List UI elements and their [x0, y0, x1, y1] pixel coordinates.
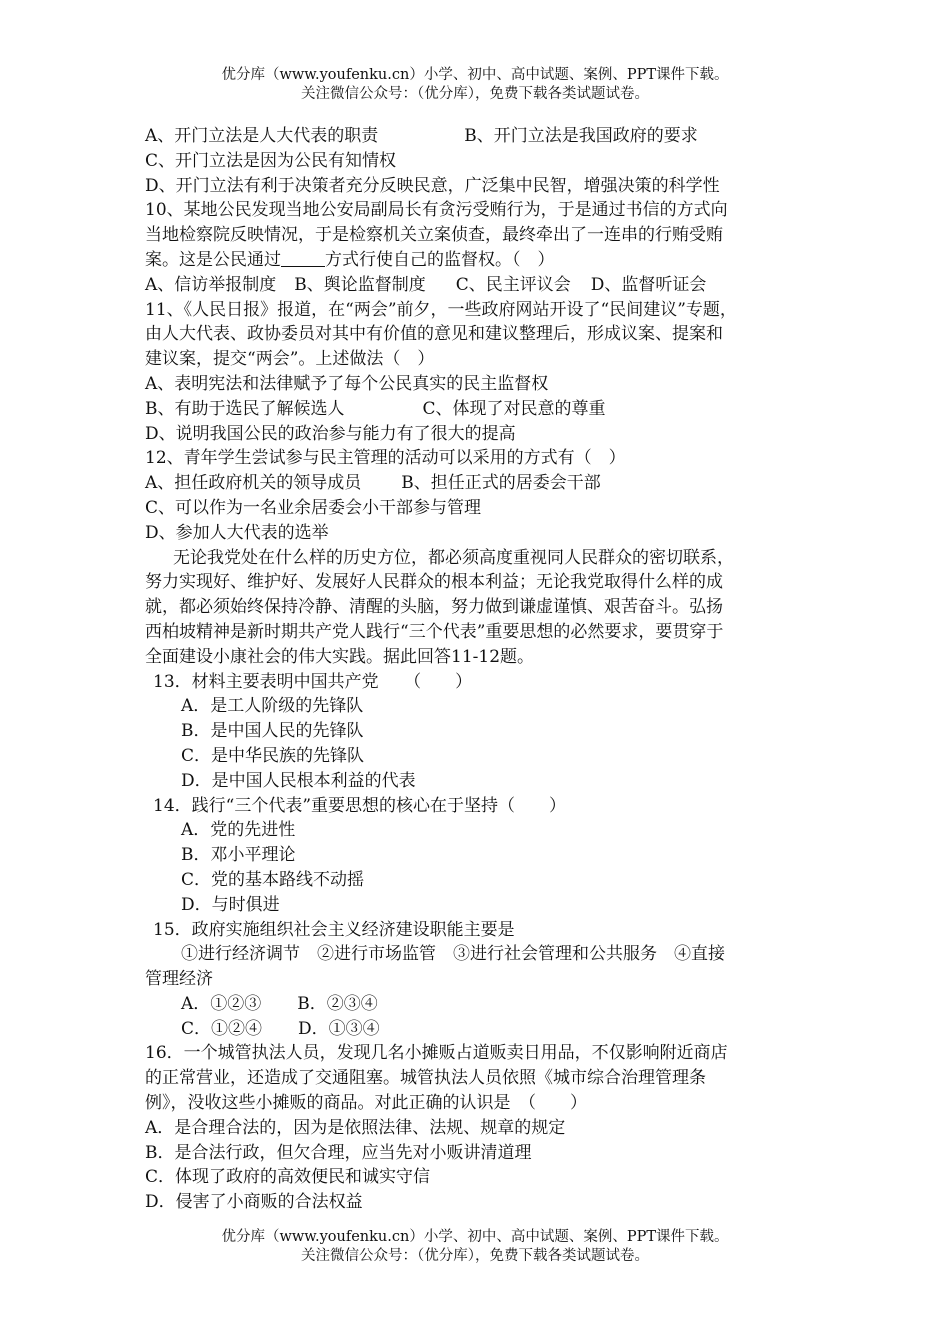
q11-option-c: C、体现了对民意的尊重	[422, 398, 606, 419]
passage-line-4: 西柏坡精神是新时期共产党人践行“三个代表”重要思想的必然要求，要贯穿于	[145, 621, 724, 642]
q10-stem-line-2: 当地检察院反映情况，于是检察机关立案侦查，最终牵出了一连串的行贿受贿	[145, 225, 723, 246]
q13-stem: 13．材料主要表明中国共产党 （ ）	[153, 671, 473, 692]
q9-option-b: B、开门立法是我国政府的要求	[464, 126, 698, 146]
q15-stem: 15．政府实施组织社会主义经济建设职能主要是	[153, 919, 515, 940]
q13-option-d: D．是中国人民根本利益的代表	[181, 770, 416, 791]
q16-stem-line-3: 例》，没收这些小摊贩的商品。对此正确的认识是 （ ）	[145, 1093, 587, 1114]
q15-options-cd	[145, 1017, 825, 1042]
document-body	[145, 124, 825, 1215]
footer-line-1: 优分库（www.youfenku.cn）小学、初中、高中试题、案例、PPT课件下载。	[221, 1229, 729, 1245]
q16-option-d: D．侵害了小商贩的合法权益	[145, 1192, 363, 1213]
q14-option-d: D．与时俱进	[181, 894, 280, 915]
q12-option-b: B、担任正式的居委会干部	[401, 473, 601, 494]
q11-option-d: D、说明我国公民的政治参与能力有了很大的提高	[145, 423, 516, 444]
q11-stem-line-3: 建议案，提交“两会”。上述做法（ ）	[145, 349, 435, 370]
q9-options-ab	[145, 124, 825, 149]
passage-line-1: 无论我党处在什么样的历史方位，都必须高度重视同人民群众的密切联系，	[173, 547, 734, 568]
q16-option-b: B．是合法行政，但欠合理，应当先对小贩讲清道理	[145, 1142, 532, 1163]
q16-option-c: C．体现了政府的高效便民和诚实守信	[145, 1167, 431, 1188]
q16-stem-line-2: 的正常营业，还造成了交通阻塞。城管执法人员依照《城市综合治理管理条	[145, 1068, 706, 1089]
q11-stem-line-1: 11、《人民日报》报道，在“两会”前夕，一些政府网站开设了“民间建议”专题，	[145, 299, 737, 320]
q12-stem: 12、青年学生尝试参与民主管理的活动可以采用的方式有（ ）	[145, 448, 626, 469]
q12-option-d: D、参加人大代表的选举	[145, 522, 329, 543]
q11-options-bc	[145, 397, 825, 422]
q10-stem-line-1: 10、某地公民发现当地公安局副局长有贪污受贿行为，于是通过书信的方式向	[145, 200, 728, 221]
q10-option-a: A、信访举报制度	[145, 274, 277, 295]
q16-stem-line-1: 16．一个城管执法人员，发现几名小摊贩占道贩卖日用品，不仅影响附近商店	[145, 1043, 728, 1064]
q14-option-c: C．党的基本路线不动摇	[181, 869, 365, 890]
q10-option-b: B、舆论监督制度	[294, 274, 426, 295]
q15-option-c: C．①②④	[181, 1018, 263, 1039]
q10-option-d: D、监督听证会	[590, 274, 707, 295]
q13-option-c: C．是中华民族的先锋队	[181, 745, 365, 766]
passage-line-3: 就，都必须始终保持冷静、清醒的头脑，努力做到谦虚谨慎、艰苦奋斗。弘扬	[145, 597, 723, 618]
q16-option-a: A．是合理合法的，因为是依照法律、法规、规章的规定	[145, 1117, 566, 1138]
q15-items: ①进行经济调节 ②进行市场监管 ③进行社会管理和公共服务 ④直接	[181, 944, 725, 965]
q11-option-b: B、有助于选民了解候选人	[145, 398, 345, 419]
q12-option-c: C、可以作为一名业余居委会小干部参与管理	[145, 497, 482, 518]
q15-option-a: A．①②③	[181, 993, 262, 1014]
q14-option-b: B．邓小平理论	[181, 845, 296, 866]
answer-blank	[281, 250, 325, 267]
q13-option-b: B．是中国人民的先锋队	[181, 721, 364, 742]
q14-stem: 14．践行“三个代表”重要思想的核心在于坚持（ ）	[153, 795, 567, 816]
passage-line-5: 全面建设小康社会的伟大实践。据此回答11-12题。	[145, 646, 535, 667]
q15-option-d: D．①③④	[298, 1018, 380, 1039]
q15-option-b: B．②③④	[297, 993, 378, 1014]
q9-option-a: A、开门立法是人大代表的职责	[145, 126, 379, 146]
page-footer	[0, 1228, 950, 1266]
q11-option-a: A、表明宪法和法律赋予了每个公民真实的民主监督权	[145, 373, 549, 394]
q9-option-c: C、开门立法是因为公民有知情权	[145, 150, 397, 171]
header-line-1: 优分库（www.youfenku.cn）小学、初中、高中试题、案例、PPT课件下载。	[221, 67, 729, 83]
footer-line-2: 关注微信公众号：（优分库），免费下载各类试题试卷。	[301, 1248, 649, 1264]
q15-options-ab	[145, 992, 825, 1017]
q14-option-a: A．党的先进性	[181, 820, 296, 841]
q12-option-a: A、担任政府机关的领导成员	[145, 473, 362, 494]
q12-options-ab	[145, 471, 825, 496]
page-header	[0, 66, 950, 104]
q10-option-c: C、民主评议会	[455, 274, 571, 295]
header-line-2: 关注微信公众号：（优分库），免费下载各类试题试卷。	[301, 86, 649, 102]
q10-stem-line-3: 案。这是公民通过 方式行使自己的监督权。（ ）	[145, 249, 555, 270]
q13-option-a: A．是工人阶级的先锋队	[181, 696, 364, 717]
q9-option-d: D、开门立法有利于决策者充分反映民意，广泛集中民智，增强决策的科学性	[145, 175, 720, 196]
passage-line-2: 努力实现好、维护好、发展好人民群众的根本利益；无论我党取得什么样的成	[145, 572, 723, 593]
q10-options	[145, 273, 825, 298]
q11-stem-line-2: 由人大代表、政协委员对其中有价值的意见和建议整理后，形成议案、提案和	[145, 324, 723, 345]
q15-items-cont: 管理经济	[145, 969, 213, 990]
